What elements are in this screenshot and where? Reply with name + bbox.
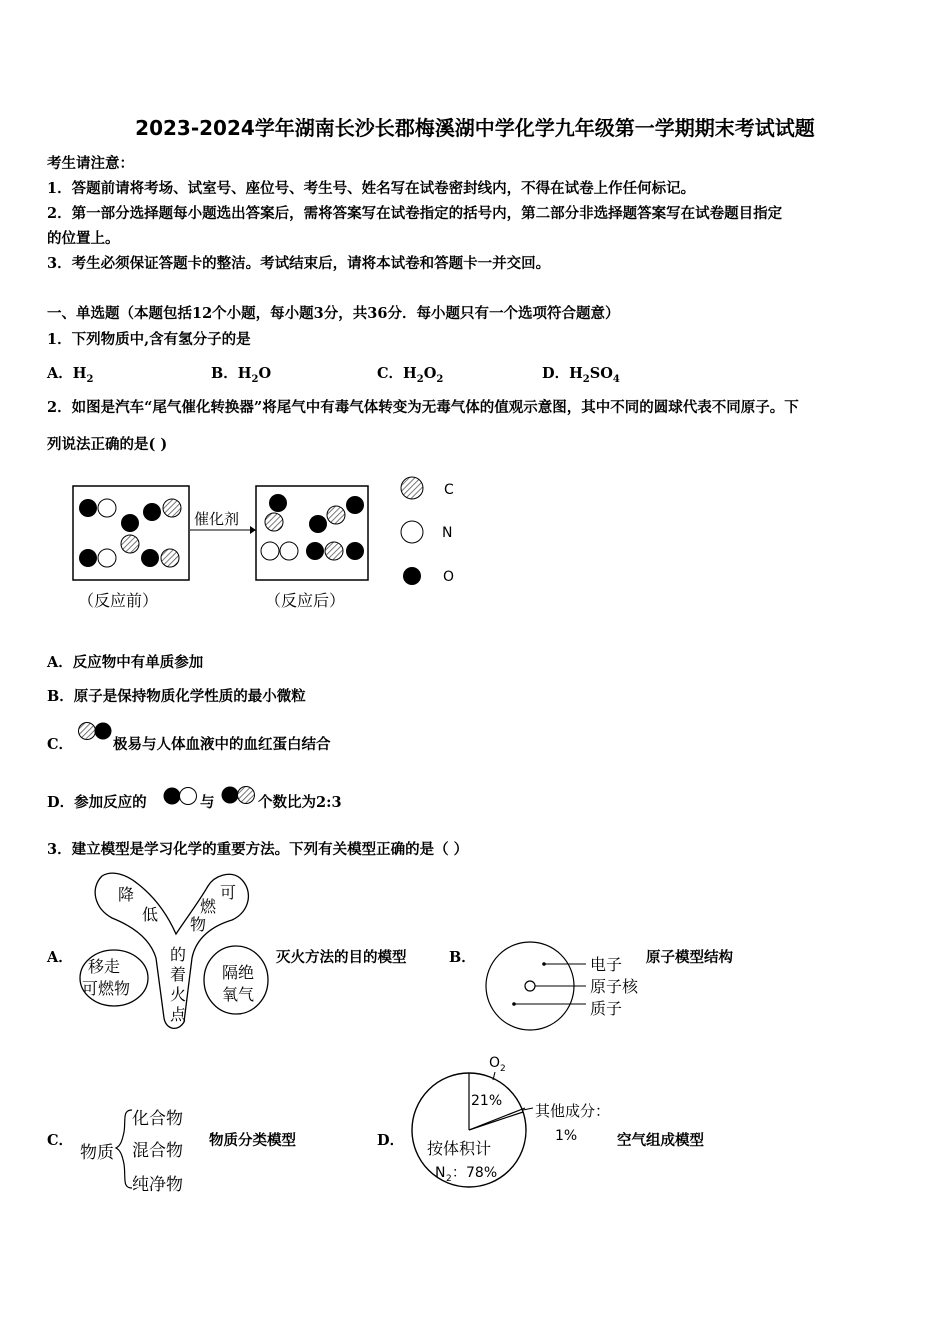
- svg-text:氧气: 氧气: [222, 985, 255, 1004]
- svg-text:点: 点: [170, 1005, 187, 1024]
- q1-option-d: D．$H_2SO_4$: [542, 365, 620, 385]
- notice-item-2-cont: 的位置上。: [47, 230, 120, 247]
- svg-text:原子核: 原子核: [590, 977, 639, 996]
- q2-option-c-letter: C．: [47, 736, 74, 753]
- legend-n: N: [442, 525, 453, 541]
- svg-text:混合物: 混合物: [132, 1141, 183, 1161]
- page-title: 2023-2024学年湖南长沙长郡梅溪湖中学化学九年级第一学期期末考试试题: [135, 116, 815, 140]
- svg-text:1%: 1%: [555, 1128, 578, 1144]
- co-molecule-icon-2: [219, 784, 259, 806]
- q1-option-c: C．$H_2O_2$: [377, 365, 444, 385]
- q3-option-b-caption: 原子模型结构: [646, 949, 733, 966]
- catalyst-label: 催化剂: [194, 510, 240, 528]
- svg-text:2: 2: [500, 1064, 506, 1074]
- section-heading: 一、单选题（本题包括12个小题，每小题3分，共36分．每小题只有一个选项符合题意）: [47, 305, 620, 322]
- legend-o: O: [443, 569, 455, 585]
- q1-option-b: B．$H_2O$: [211, 365, 272, 385]
- svg-text:2: 2: [446, 1174, 452, 1184]
- svg-text:可燃物: 可燃物: [82, 979, 131, 998]
- svg-text:按体积计: 按体积计: [427, 1139, 492, 1158]
- atom-model-diagram: [480, 940, 650, 1032]
- no-molecule-icon: [162, 786, 200, 808]
- q3-option-c-caption: 物质分类模型: [209, 1132, 296, 1149]
- legend-c: C: [444, 482, 454, 498]
- svg-text:着: 着: [170, 965, 187, 984]
- q3-option-c-letter: C．: [47, 1132, 74, 1149]
- svg-text:隔绝: 隔绝: [222, 963, 255, 982]
- q3-option-a-caption: 灭火方法的目的模型: [276, 949, 407, 966]
- air-composition-pie: [405, 1050, 620, 1195]
- q2-option-d-mid: 与: [200, 794, 215, 811]
- svg-text:物: 物: [190, 915, 207, 934]
- svg-text:电子: 电子: [590, 955, 623, 974]
- before-label: （反应前）: [78, 591, 159, 610]
- svg-text:21%: 21%: [471, 1093, 503, 1109]
- svg-text:燃: 燃: [200, 897, 217, 916]
- notice-item-2: 2．第一部分选择题每小题选出答案后，需将答案写在试卷指定的括号内，第二部分非选择题答案写在试卷题目指定: [47, 205, 783, 222]
- svg-text:可: 可: [220, 883, 237, 902]
- q2-option-b: B．原子是保持物质化学性质的最小微粒: [47, 688, 306, 705]
- notice-heading: 考生请注意：: [47, 155, 134, 172]
- svg-text:：78%: ：78%: [452, 1165, 498, 1181]
- q2-stem-line1: 2．如图是汽车“尾气催化转换器”将尾气中有毒气体转变为无毒气体的值观示意图，其中不同的圆球代表不同原子。下: [47, 399, 799, 416]
- svg-text:移走: 移走: [88, 957, 121, 976]
- q2-option-d-pre: D．参加反应的: [47, 794, 147, 811]
- q1-option-a: A．$H_2$: [47, 365, 94, 385]
- q2-option-c-text: 极易与人体血液中的血红蛋白结合: [113, 736, 331, 753]
- svg-text:其他成分：: 其他成分：: [535, 1102, 611, 1120]
- matter-classification-diagram: [76, 1102, 206, 1198]
- q2-option-d-post: 个数比为2:3: [258, 794, 342, 811]
- legend-o-circle: [403, 567, 421, 585]
- svg-text:降: 降: [118, 885, 135, 904]
- reaction-diagram: [60, 470, 480, 620]
- svg-text:物质: 物质: [80, 1143, 114, 1163]
- q3-stem: 3．建立模型是学习化学的重要方法。下列有关模型正确的是（ ）: [47, 841, 469, 858]
- co-molecule-icon: [76, 720, 116, 742]
- svg-text:火: 火: [170, 985, 187, 1004]
- notice-item-3: 3．考生必须保证答题卡的整洁。考试结束后，请将本试卷和答题卡一并交回。: [47, 255, 551, 272]
- legend-c-circle: [401, 477, 423, 499]
- notice-item-1: 1．答题前请将考场、试室号、座位号、考生号、姓名写在试卷密封线内，不得在试卷上作任何标记。: [47, 180, 696, 197]
- legend-n-circle: [401, 521, 423, 543]
- q3-option-d-letter: D．: [377, 1132, 405, 1149]
- q1-stem: 1．下列物质中,含有氢分子的是: [47, 331, 251, 348]
- svg-text:N: N: [435, 1165, 446, 1181]
- svg-text:化合物: 化合物: [132, 1109, 183, 1129]
- svg-text:的: 的: [170, 945, 187, 964]
- svg-text:O: O: [489, 1055, 501, 1071]
- q3-option-a-letter: A．: [47, 949, 73, 966]
- svg-text:质子: 质子: [590, 999, 623, 1018]
- svg-text:低: 低: [142, 905, 159, 924]
- svg-text:纯净物: 纯净物: [132, 1175, 183, 1195]
- fire-model-diagram: [72, 868, 272, 1036]
- q3-option-d-caption: 空气组成模型: [617, 1132, 704, 1149]
- q2-option-a: A．反应物中有单质参加: [47, 654, 204, 671]
- q2-stem-line2: 列说法正确的是( ): [47, 436, 168, 453]
- after-label: （反应后）: [265, 591, 346, 610]
- q3-option-b-letter: B．: [449, 949, 476, 966]
